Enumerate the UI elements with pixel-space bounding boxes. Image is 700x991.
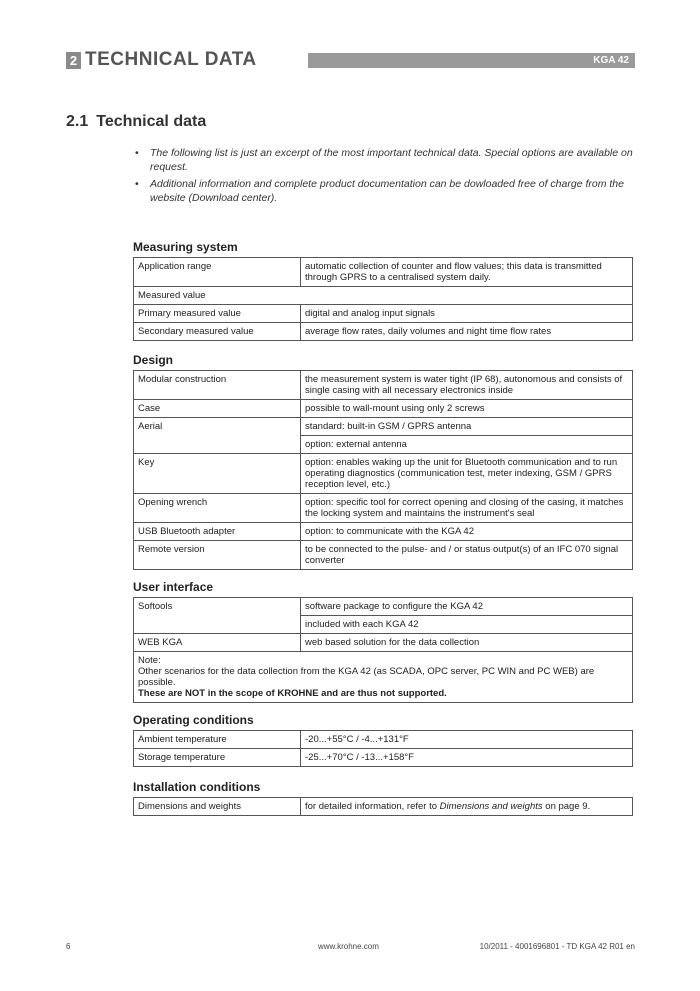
table-cell-value: average flow rates, daily volumes and night time flow rates bbox=[301, 323, 633, 341]
table-cell-value bbox=[301, 798, 633, 816]
table-cell-label: Primary measured value bbox=[134, 305, 301, 323]
table-row bbox=[134, 400, 633, 418]
table-row bbox=[134, 749, 633, 767]
table-cell-value: software package to configure the KGA 42 bbox=[301, 598, 633, 616]
table-cell-value: included with each KGA 42 bbox=[301, 616, 633, 634]
table-cell-label: Softools bbox=[134, 598, 301, 634]
table-row bbox=[134, 598, 633, 616]
table-cell-value: automatic collection of counter and flow values; this data is transmitted through GPRS to a centralised system daily. bbox=[301, 258, 633, 287]
table-cell-value: the measurement system is water tight (IP 68), autonomous and consists of single casing with all necessary electronics inside bbox=[301, 371, 633, 400]
table-cell-value: web based solution for the data collection bbox=[301, 634, 633, 652]
footer-doc-id: 10/2011 - 4001696801 - TD KGA 42 R01 en bbox=[479, 942, 635, 951]
operating-conditions-section bbox=[133, 713, 633, 767]
table-cell-value: possible to wall-mount using only 2 screws bbox=[301, 400, 633, 418]
table-row bbox=[134, 652, 633, 703]
intro-bullets bbox=[133, 146, 638, 208]
table-cell-value: standard: built-in GSM / GPRS antenna bbox=[301, 418, 633, 436]
table-cell-label: Modular construction bbox=[134, 371, 301, 400]
section-title bbox=[66, 113, 206, 131]
table-cell-value: option: external antenna bbox=[301, 436, 633, 454]
table-cell-label: Aerial bbox=[134, 418, 301, 454]
operating-conditions-table bbox=[133, 730, 633, 767]
table-row bbox=[134, 494, 633, 523]
table-cell-value: option: specific tool for correct opening and closing of the casing, it matches the locking system and maintains the instrument's seal bbox=[301, 494, 633, 523]
bullet-text: The following list is just an excerpt of the most important technical data. Special options are available on request. bbox=[150, 147, 633, 173]
table-row bbox=[134, 634, 633, 652]
table-cell-label: Measured value bbox=[134, 287, 633, 305]
bullet-icon: • bbox=[135, 178, 139, 190]
measuring-system-section bbox=[133, 240, 633, 341]
section-title-text: Technical data bbox=[96, 113, 207, 130]
installation-conditions-title: Installation conditions bbox=[133, 780, 261, 794]
header-model: KGA 42 bbox=[593, 55, 629, 66]
table-cell-label: Dimensions and weights bbox=[134, 798, 301, 816]
table-cell-label: Ambient temperature bbox=[134, 731, 301, 749]
reference-suffix: on page 9. bbox=[542, 801, 591, 812]
table-cell-label: Case bbox=[134, 400, 301, 418]
table-cell-label: Key bbox=[134, 454, 301, 494]
table-cell-label: USB Bluetooth adapter bbox=[134, 523, 301, 541]
table-cell-value: option: enables waking up the unit for Bluetooth communication and to run operating diagnostics (communication test, meter indexing, GSM / GPRS reception level, etc.) bbox=[301, 454, 633, 494]
design-section bbox=[133, 353, 633, 570]
table-cell-value: option: to communicate with the KGA 42 bbox=[301, 523, 633, 541]
table-row bbox=[134, 523, 633, 541]
table-row bbox=[134, 454, 633, 494]
table-row bbox=[134, 798, 633, 816]
table-cell-label: WEB KGA bbox=[134, 634, 301, 652]
reference-prefix: for detailed information, refer to bbox=[305, 801, 440, 812]
table-row bbox=[134, 371, 633, 400]
design-table bbox=[133, 370, 633, 570]
table-cell-value: -20...+55°C / -4...+131°F bbox=[301, 731, 633, 749]
table-cell-label: Opening wrench bbox=[134, 494, 301, 523]
bullet-icon: • bbox=[135, 147, 139, 159]
page-number: 6 bbox=[66, 942, 71, 951]
user-interface-title: User interface bbox=[133, 580, 214, 594]
note-heading: Note: bbox=[138, 655, 161, 666]
installation-conditions-section bbox=[133, 780, 633, 816]
bullet-item bbox=[133, 146, 638, 174]
note-body: Other scenarios for the data collection from the KGA 42 (as SCADA, OPC server, PC WIN and PC WEB) are possible. bbox=[138, 666, 595, 688]
user-interface-section bbox=[133, 580, 633, 703]
chapter-number: 2 bbox=[66, 52, 81, 69]
table-row bbox=[134, 541, 633, 570]
measuring-system-table bbox=[133, 257, 633, 341]
table-cell-value: digital and analog input signals bbox=[301, 305, 633, 323]
user-interface-table bbox=[133, 597, 633, 703]
table-cell-label: Application range bbox=[134, 258, 301, 287]
chapter-header bbox=[66, 49, 635, 70]
dimensions-reference-link[interactable]: Dimensions and weights bbox=[439, 801, 543, 812]
table-cell-value: -25...+70°C / -13...+158°F bbox=[301, 749, 633, 767]
table-row bbox=[134, 323, 633, 341]
note-cell bbox=[134, 652, 633, 703]
footer-url[interactable]: www.krohne.com bbox=[318, 942, 379, 951]
design-title: Design bbox=[133, 353, 174, 367]
installation-conditions-table bbox=[133, 797, 633, 816]
note-warning: These are NOT in the scope of KROHNE and are thus not supported. bbox=[138, 688, 447, 699]
section-number: 2.1 bbox=[66, 113, 89, 130]
table-row bbox=[134, 731, 633, 749]
table-cell-value: to be connected to the pulse- and / or status output(s) of an IFC 070 signal converter bbox=[301, 541, 633, 570]
table-cell-label: Secondary measured value bbox=[134, 323, 301, 341]
table-row bbox=[134, 287, 633, 305]
bullet-item bbox=[133, 177, 638, 205]
table-cell-label: Storage temperature bbox=[134, 749, 301, 767]
measuring-system-title: Measuring system bbox=[133, 240, 238, 254]
table-cell-label: Remote version bbox=[134, 541, 301, 570]
operating-conditions-title: Operating conditions bbox=[133, 713, 254, 727]
table-row bbox=[134, 418, 633, 436]
chapter-title: TECHNICAL DATA bbox=[85, 49, 257, 70]
table-row bbox=[134, 258, 633, 287]
table-row bbox=[134, 305, 633, 323]
header-bar bbox=[308, 53, 635, 68]
bullet-text: Additional information and complete product documentation can be dowloaded free of charge from the website (Download center). bbox=[150, 178, 624, 204]
